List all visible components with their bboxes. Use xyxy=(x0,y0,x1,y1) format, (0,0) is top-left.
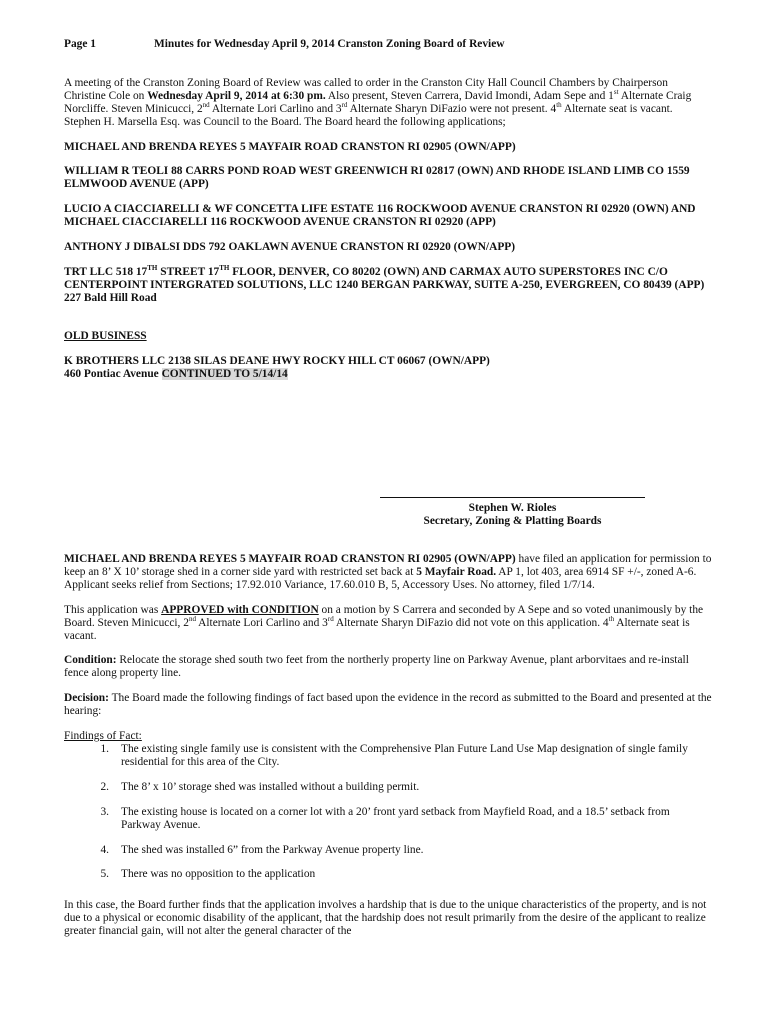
case-text: AP 1, lot 403, area 6914 SF +/-, zoned A-6. Applicant seeks relief from Sections; 17.92.010 Variance, 17.60.010 B, 5, Accessory Uses. No attorney, filed 1/7/14. xyxy=(64,565,697,591)
item-number: 2. xyxy=(100,780,109,793)
item-text: The existing house is located on a corner lot with a 20’ front yard setback from Mayfield Road, and a 18.5’ setback from Parkway Avenue. xyxy=(121,805,670,831)
document-page xyxy=(64,38,712,380)
item-number: 5. xyxy=(100,868,109,881)
intro-text: Alternate Sharyn DiFazio were not present. 4 xyxy=(347,102,557,115)
intro-paragraph xyxy=(64,77,712,129)
ordinal-suffix: th xyxy=(556,100,562,109)
page-number: Page 1 xyxy=(64,38,96,50)
list-item xyxy=(64,844,712,857)
approval-text: on a motion by S Carrera and seconded by A Sepe and so voted unanimously by the Board. Steven Minicucci, 2 xyxy=(64,603,704,629)
application-item: LUCIO A CIACCIARELLI & WF CONCETTA LIFE ESTATE 116 ROCKWOOD AVENUE CRANSTON RI 02920 (OWN) AND MICHAEL CIACCIARELLI 116 ROCKWOOD AVENUE CRANSTON RI 02920 (APP) xyxy=(64,203,696,229)
findings-list xyxy=(64,743,712,881)
condition-paragraph xyxy=(64,654,712,680)
list-item xyxy=(64,806,712,832)
signature-title: Secretary, Zoning & Platting Boards xyxy=(423,515,602,527)
ordinal-suffix: rd xyxy=(341,100,348,109)
trt-text: STREET 17 xyxy=(157,265,220,278)
case-address: 5 Mayfair Road. xyxy=(416,565,497,578)
address-text: 460 Pontiac Avenue xyxy=(64,367,162,380)
list-item xyxy=(64,743,712,769)
ordinal-suffix: st xyxy=(613,88,619,97)
ordinal-suffix: th xyxy=(608,614,615,623)
trt-text: FLOOR, DENVER, CO 80202 (OWN) AND CARMAX AUTO SUPERSTORES INC C/O CENTERPOINT INTERGRATED SOLUTIONS, LLC 1240 BERGAN PARKWAY, SUITE A-250, EVERGREEN, CO 80439 (APP) 227 Bald Hill Road xyxy=(64,265,705,304)
application-item-trt xyxy=(64,266,712,305)
case-section xyxy=(64,553,712,938)
list-item xyxy=(64,868,712,881)
application-item: MICHAEL AND BRENDA REYES 5 MAYFAIR ROAD CRANSTON RI 02905 (OWN/APP) xyxy=(64,140,516,153)
closing-paragraph: In this case, the Board further finds that the application involves a hardship that is due to the unique characteristics of the property, and is not due to a physical or economic disability of the applicant, that the hardship does not result primarily from the desire of the applicant to realize greater financial gain, will not alter the general character of the xyxy=(64,899,707,938)
page-header xyxy=(64,38,712,51)
continued-status: CONTINUED TO 5/14/14 xyxy=(161,367,288,380)
signature-line xyxy=(380,497,645,498)
approval-text: Alternate seat is vacant. xyxy=(64,616,690,642)
approval-status: APPROVED with CONDITION xyxy=(161,603,319,616)
item-number: 4. xyxy=(100,843,109,856)
trt-text: TRT LLC 518 17 xyxy=(64,265,148,278)
old-business-address xyxy=(64,368,712,381)
decision-label: Decision: xyxy=(64,692,109,705)
approval-text: Alternate Sharyn DiFazio did not vote on this application. 4 xyxy=(333,616,609,629)
findings-heading: Findings of Fact: xyxy=(64,730,142,743)
old-business-item: K BROTHERS LLC 2138 SILAS DEANE HWY ROCKY HILL CT 06067 (OWN/APP) xyxy=(64,354,490,367)
item-text: The 8’ x 10’ storage shed was installed without a building permit. xyxy=(121,780,420,793)
ordinal-suffix: nd xyxy=(188,614,196,623)
decision-paragraph xyxy=(64,692,712,718)
intro-text: Alternate Lori Carlino and 3 xyxy=(209,102,342,115)
case-text: have filed an application for permission to keep an 8’ X 10’ storage shed in a corner side yard with restricted set back at xyxy=(64,553,712,578)
decision-text: The Board made the following findings of fact based upon the evidence in the record as submitted to the Board and presented at the hearing: xyxy=(64,692,712,718)
intro-text: A meeting of the Cranston Zoning Board of Review was called to order in the Cranston City Hall Council Chambers by Chairperson Christine Cole on xyxy=(64,76,668,102)
approval-text: This application was xyxy=(64,603,162,616)
case-applicant: MICHAEL AND BRENDA REYES 5 MAYFAIR ROAD CRANSTON RI 02905 (OWN/APP) xyxy=(64,553,516,565)
list-item xyxy=(64,781,712,794)
signature-name: Stephen W. Rioles xyxy=(468,502,557,514)
meeting-date: Wednesday April 9, 2014 at 6:30 pm. xyxy=(147,89,326,102)
approval-text: Alternate Lori Carlino and 3 xyxy=(195,616,328,629)
intro-text: Alternate Craig Norcliffe. Steven Minicucci, 2 xyxy=(64,89,692,115)
application-item: WILLIAM R TEOLI 88 CARRS POND ROAD WEST GREENWICH RI 02817 (OWN) AND RHODE ISLAND LIMB CO 1559 ELMWOOD AVENUE (APP) xyxy=(64,165,690,191)
ordinal-suffix: nd xyxy=(202,100,210,109)
ordinal-suffix: TH xyxy=(219,264,230,273)
ordinal-suffix: TH xyxy=(147,264,158,273)
approval-paragraph xyxy=(64,604,712,643)
ordinal-suffix: rd xyxy=(327,614,334,623)
intro-text: Alternate seat is vacant. Stephen H. Marsella Esq. was Council to the Board. The Board heard the following applications; xyxy=(64,102,673,128)
case-paragraph xyxy=(64,553,712,592)
item-text: The existing single family use is consistent with the Comprehensive Plan Future Land Use Map designation of single family residential for this area of the City. xyxy=(121,742,688,768)
page-title: Minutes for Wednesday April 9, 2014 Cranston Zoning Board of Review xyxy=(154,38,505,50)
item-number: 3. xyxy=(100,805,109,818)
item-number: 1. xyxy=(100,742,109,755)
application-item: ANTHONY J DIBALSI DDS 792 OAKLAWN AVENUE CRANSTON RI 02920 (OWN/APP) xyxy=(64,241,516,254)
condition-label: Condition: xyxy=(64,654,117,667)
item-text: There was no opposition to the application xyxy=(121,868,316,881)
condition-text: Relocate the storage shed south two feet from the northerly property line on Parkway Avenue, plant arborvitaes and re-install fence along property line. xyxy=(64,654,689,680)
item-text: The shed was installed 6” from the Parkway Avenue property line. xyxy=(121,843,424,856)
old-business-heading: OLD BUSINESS xyxy=(64,329,147,342)
intro-text: Also present, Steven Carrera, David Imondi, Adam Sepe and 1 xyxy=(325,89,614,102)
